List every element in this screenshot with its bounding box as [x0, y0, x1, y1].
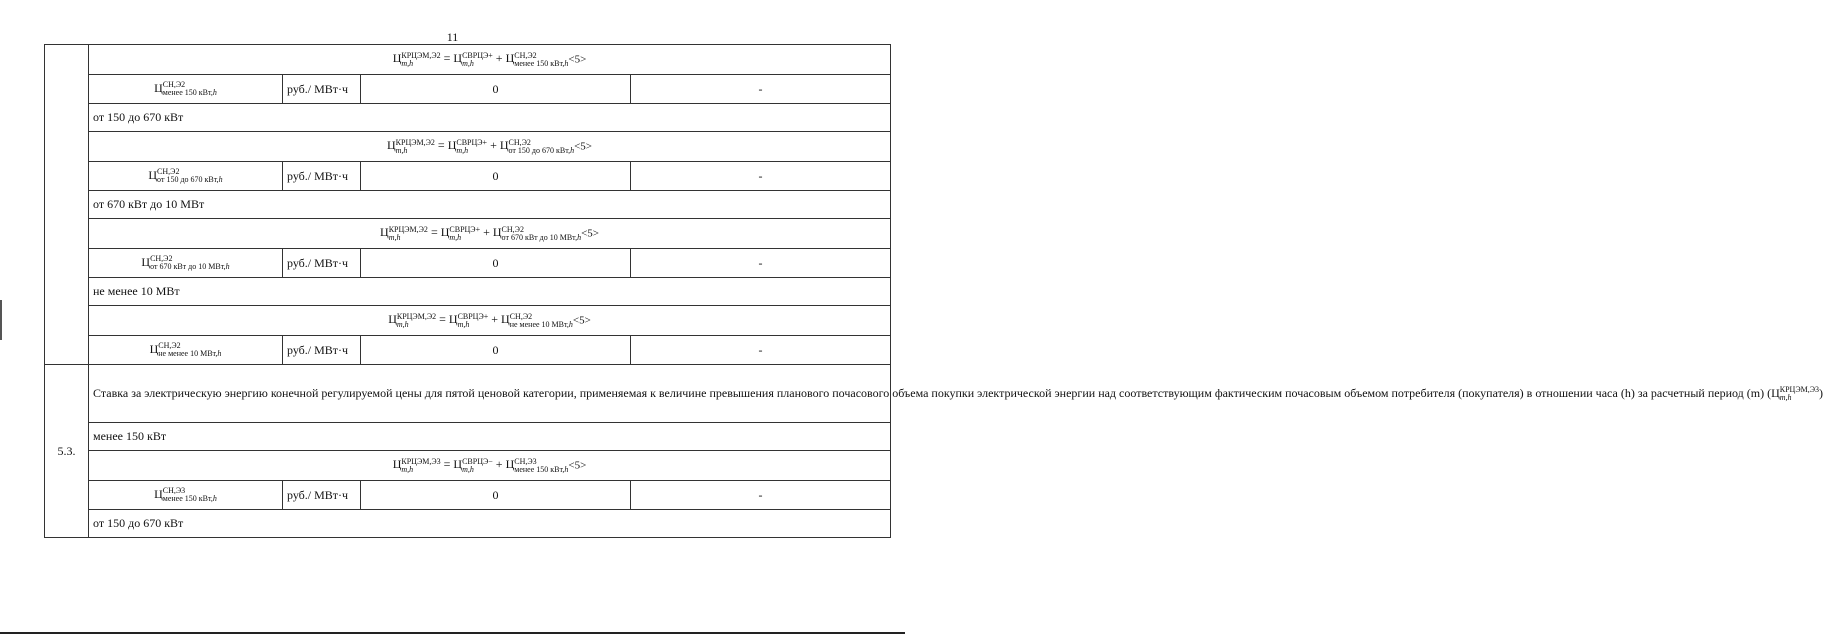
tariff-symbol: [154, 80, 217, 98]
formula-lhs: [380, 224, 428, 242]
category-heading-row: [45, 423, 891, 451]
symbol-c: Ц: [392, 51, 402, 66]
symbol-c: Ц: [148, 167, 158, 182]
page-bottom-border: [0, 632, 905, 634]
formula-term-2: [492, 224, 582, 242]
formula-term-2: [499, 137, 575, 155]
subscript: m,h: [401, 464, 414, 474]
symbol-c: Ц: [141, 254, 151, 269]
formula-lhs: [388, 311, 437, 329]
category-heading: не менее 10 МВт: [89, 278, 891, 306]
value-row: [45, 336, 891, 365]
subscript: [158, 350, 221, 358]
equals-sign: =: [437, 138, 445, 153]
sub-sup: [502, 226, 582, 242]
subscript: m,h: [395, 145, 408, 155]
formula-term-2: [505, 50, 569, 68]
formula-cell: [89, 451, 891, 481]
superscript: СН,Э2: [509, 311, 533, 321]
section-number-empty: [45, 45, 89, 365]
category-heading: от 150 до 670 кВт: [89, 104, 891, 132]
subscript-hour: h: [217, 349, 222, 359]
subscript: [163, 495, 217, 503]
tariff-symbol-cell: [89, 162, 283, 191]
superscript: СВРЦЭ+: [456, 137, 488, 147]
subscript: [502, 234, 582, 242]
plus-sign: +: [490, 138, 497, 153]
subscript-hour: h: [212, 88, 217, 98]
superscript: СН,Э2: [514, 50, 537, 60]
value-row: [45, 162, 891, 191]
subscript: m,h: [1779, 393, 1792, 403]
section-number: 5.3.: [45, 365, 89, 538]
superscript: СВРЦЭ−: [462, 456, 493, 466]
formula-row: [45, 219, 891, 249]
equals-sign: =: [443, 457, 451, 472]
subscript: m,h: [449, 232, 462, 242]
value-cell: 0: [361, 162, 631, 191]
formula-term-1: [453, 456, 493, 474]
category-heading-row: [45, 104, 891, 132]
subscript-text: менее 150 кВт,: [162, 494, 213, 504]
superscript: СВРЦЭ+: [462, 50, 493, 60]
symbol-c: Ц: [505, 457, 515, 472]
subscript-hour: h: [225, 262, 230, 272]
subscript-hour: h: [564, 464, 569, 474]
subscript-hour: h: [564, 58, 569, 68]
symbol-c: Ц: [380, 225, 389, 240]
sub-sup: [150, 255, 230, 271]
value-row: [45, 75, 891, 104]
superscript: СВРЦЭ+: [457, 311, 489, 321]
superscript: КРЦЭМ,Э2: [401, 50, 441, 60]
tariff-symbol: [154, 486, 217, 504]
subscript: [514, 466, 568, 474]
subscript-text: от 670 кВт до 10 МВт,: [150, 262, 226, 272]
sub-sup: [389, 226, 428, 242]
subscript: m,h: [462, 464, 474, 474]
equals-sign: =: [430, 225, 438, 240]
subscript: m,h: [396, 319, 409, 329]
section-description-row: [45, 365, 891, 423]
footnote-ref: <5>: [574, 140, 593, 153]
superscript: СВРЦЭ+: [449, 224, 481, 234]
symbol-c: Ц: [154, 486, 163, 501]
sub-sup: [158, 342, 221, 358]
unit-cell: руб./ МВт·ч: [283, 336, 361, 365]
formula-lhs: [392, 456, 441, 474]
unit-cell: руб./ МВт·ч: [283, 249, 361, 278]
symbol-c: Ц: [453, 457, 463, 472]
sub-sup: [458, 313, 489, 329]
footnote-ref: <5>: [581, 227, 599, 240]
formula-term-2: [501, 311, 573, 329]
footnote-ref: <5>: [568, 53, 587, 66]
subscript: m,h: [388, 232, 401, 242]
sub-sup: [509, 139, 575, 155]
subscript: [157, 176, 223, 184]
subscript: [509, 147, 575, 155]
plus-sign: +: [495, 457, 503, 472]
tariff-symbol-cell: [89, 249, 283, 278]
superscript: СН,Э2: [150, 254, 173, 264]
subscript-text: не менее 10 МВт,: [158, 349, 218, 359]
sub-sup: [401, 458, 440, 474]
subscript: [514, 60, 568, 68]
superscript: КРЦЭМ,Э3: [1779, 385, 1819, 395]
subscript-hour: h: [212, 494, 217, 504]
symbol-c: Ц: [447, 138, 457, 153]
section-text: Ставка за электрическую энергию конечной регулируемой цены для пятой ценовой категории, применяемая к величине превышения планового почасового объема покупки электрической энергии над соответствующим фактическим почасовым объемом потребителя (покупателя) в отношении часа (h) за расчетный период (m) (: [93, 385, 1772, 400]
sub-sup: [514, 52, 568, 68]
symbol-c: Ц: [505, 51, 515, 66]
subscript: [150, 263, 230, 271]
formula-row: [45, 306, 891, 336]
value-cell: 0: [361, 481, 631, 510]
category-heading-row: [45, 510, 891, 538]
superscript: СН,Э2: [501, 224, 524, 234]
value-cell: 0: [361, 75, 631, 104]
symbol-c: Ц: [492, 225, 502, 240]
symbol-c: Ц: [149, 341, 159, 356]
dash-cell: -: [631, 162, 891, 191]
footnote-ref: <5>: [568, 459, 587, 472]
unit-cell: руб./ МВт·ч: [283, 481, 361, 510]
subscript: m,h: [457, 319, 470, 329]
sub-sup: [1780, 386, 1819, 402]
plus-sign: +: [495, 51, 503, 66]
symbol-c: Ц: [386, 138, 396, 153]
formula-cell: [89, 219, 891, 249]
symbol-c: Ц: [392, 457, 402, 472]
formula-lhs: [386, 137, 435, 155]
sub-sup: [449, 226, 480, 242]
dash-cell: -: [631, 336, 891, 365]
category-heading-row: [45, 191, 891, 219]
formula-term-2: [505, 456, 569, 474]
page-number: 11: [446, 30, 459, 44]
subscript-text: не менее 10 МВт,: [509, 319, 569, 329]
superscript: КРЦЭМ,Э2: [395, 137, 435, 147]
subscript: m,h: [456, 145, 469, 155]
tariff-symbol-cell: [89, 75, 283, 104]
section-description: [89, 365, 1823, 423]
symbol-c: Ц: [388, 312, 397, 327]
equals-sign: =: [439, 312, 446, 327]
formula-row: [45, 451, 891, 481]
tariff-symbol: [149, 341, 222, 359]
formula-row: [45, 45, 891, 75]
subscript-hour: h: [218, 175, 223, 185]
category-heading-row: [45, 278, 891, 306]
symbol-c: Ц: [499, 138, 509, 153]
superscript: СН,Э3: [162, 486, 186, 496]
category-heading: менее 150 кВт: [89, 423, 891, 451]
symbol-c: Ц: [440, 225, 450, 240]
category-heading: от 150 до 670 кВт: [89, 510, 891, 538]
sub-sup: [462, 458, 493, 474]
tariff-symbol: [148, 167, 223, 185]
unit-cell: руб./ МВт·ч: [283, 162, 361, 191]
section-text-end: ): [1819, 385, 1823, 400]
sub-sup: [510, 313, 573, 329]
sub-sup: [397, 313, 436, 329]
plus-sign: +: [483, 225, 490, 240]
subscript: m,h: [401, 58, 414, 68]
formula-cell: [89, 132, 891, 162]
formula-term-1: [453, 50, 493, 68]
subscript-hour: h: [577, 232, 582, 242]
symbol-c: Ц: [154, 80, 163, 95]
subscript-hour: h: [570, 145, 575, 155]
value-row: [45, 481, 891, 510]
dash-cell: -: [631, 249, 891, 278]
subscript-text: менее 150 кВт,: [162, 88, 213, 98]
plus-sign: +: [491, 312, 499, 327]
sub-sup: [401, 52, 440, 68]
footnote-ref: <5>: [572, 314, 591, 327]
left-edge-mark: [0, 300, 2, 340]
dash-cell: -: [631, 75, 891, 104]
superscript: СН,Э2: [157, 167, 180, 177]
subscript-hour: h: [568, 319, 573, 329]
formula-row: [45, 132, 891, 162]
formula-lhs: [392, 50, 441, 68]
sub-sup: [163, 81, 217, 97]
category-heading: от 670 кВт до 10 МВт: [89, 191, 891, 219]
superscript: СН,Э2: [158, 341, 181, 351]
tariff-symbol-cell: [89, 336, 283, 365]
subscript-text: менее 150 кВт,: [514, 58, 565, 68]
formula-term-1: [448, 311, 489, 329]
dash-cell: -: [631, 481, 891, 510]
formula-term-1: [447, 137, 488, 155]
superscript: КРЦЭМ,Э2: [388, 224, 428, 234]
superscript: СН,Э2: [508, 137, 531, 147]
sub-sup: [462, 52, 493, 68]
tariff-symbol: [141, 254, 230, 272]
sub-sup: [157, 168, 223, 184]
superscript: СН,Э2: [162, 80, 186, 90]
section-inline-symbol: [1771, 385, 1819, 403]
symbol-c: Ц: [1771, 385, 1780, 400]
subscript-text: менее 150 кВт,: [514, 464, 565, 474]
symbol-c: Ц: [453, 51, 463, 66]
sub-sup: [163, 487, 217, 503]
sub-sup: [514, 458, 568, 474]
subscript: [163, 89, 217, 97]
equals-sign: =: [443, 51, 451, 66]
formula-cell: [89, 45, 891, 75]
symbol-c: Ц: [501, 312, 510, 327]
subscript-text: от 150 до 670 кВт,: [508, 145, 571, 155]
superscript: СН,Э3: [514, 456, 537, 466]
value-cell: 0: [361, 336, 631, 365]
subscript-text: от 670 кВт до 10 МВт,: [501, 232, 578, 242]
value-row: [45, 249, 891, 278]
formula-cell: [89, 306, 891, 336]
tariff-table: [44, 44, 1823, 538]
unit-cell: руб./ МВт·ч: [283, 75, 361, 104]
value-cell: 0: [361, 249, 631, 278]
tariff-symbol-cell: [89, 481, 283, 510]
symbol-c: Ц: [448, 312, 458, 327]
superscript: КРЦЭМ,Э2: [396, 311, 437, 321]
superscript: КРЦЭМ,Э3: [401, 456, 441, 466]
sub-sup: [396, 139, 435, 155]
subscript-text: от 150 до 670 кВт,: [157, 175, 219, 185]
subscript: [510, 321, 573, 329]
subscript: m,h: [462, 58, 474, 68]
sub-sup: [456, 139, 487, 155]
formula-term-1: [440, 224, 481, 242]
